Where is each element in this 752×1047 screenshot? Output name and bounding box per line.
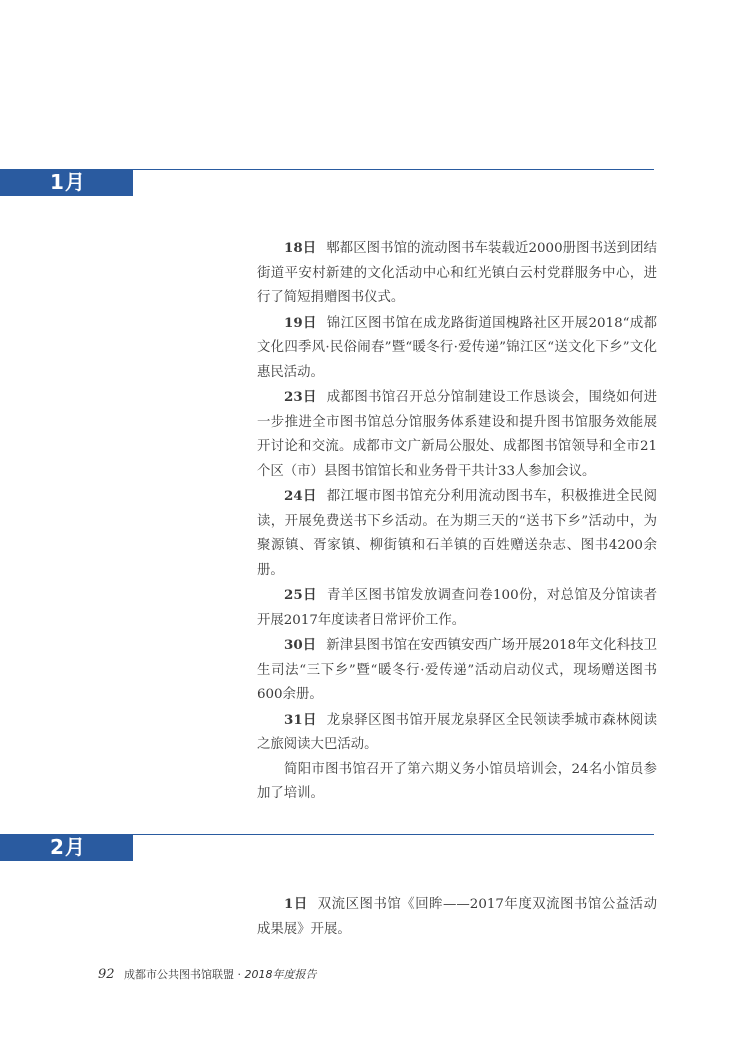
entry-day: 25日 bbox=[284, 587, 317, 603]
entry-30 bbox=[257, 633, 657, 708]
entry-31 bbox=[257, 708, 657, 758]
entry-undated bbox=[257, 758, 657, 807]
entry-text: 简阳市图书馆召开了第六期义务小馆员培训会，24名小馆员参加了培训。 bbox=[257, 761, 657, 801]
entry-day: 23日 bbox=[284, 389, 317, 405]
entry-day: 1日 bbox=[284, 896, 308, 912]
entry-18 bbox=[257, 236, 657, 311]
entry-day: 30日 bbox=[284, 637, 317, 653]
entry-text: 成都图书馆召开总分馆制建设工作恳谈会，围绕如何进一步推进全市图书馆总分馆服务体系建设和提升图书馆服务效能展开讨论和交流。成都市文广新局公服处、成都图书馆领导和全市21个区（市）县图书馆馆长和业务骨干共计33人参加会议。 bbox=[257, 390, 657, 479]
entry-text: 郫都区图书馆的流动图书车装载近2000册图书送到团结街道平安村新建的文化活动中心和红光镇白云村党群服务中心，进行了简短捐赠图书仪式。 bbox=[257, 241, 657, 305]
entry-text: 青羊区图书馆发放调查问卷100份，对总馆及分馆读者开展2017年度读者日常评价工作。 bbox=[257, 588, 657, 628]
entry-day: 31日 bbox=[284, 711, 317, 728]
entry-24 bbox=[257, 484, 657, 583]
footer-subtitle: 2018年度报告 bbox=[244, 968, 317, 981]
footer-title: 成都市公共图书馆联盟 bbox=[124, 968, 235, 981]
entry-text: 龙泉驿区图书馆开展龙泉驿区全民领读季城市森林阅读之旅阅读大巴活动。 bbox=[257, 712, 657, 752]
entry-1 bbox=[257, 892, 657, 942]
month-header-february bbox=[0, 834, 752, 864]
entry-day: 19日 bbox=[284, 314, 317, 331]
entry-19 bbox=[257, 311, 657, 386]
entry-25 bbox=[257, 583, 657, 633]
january-entries bbox=[257, 236, 657, 807]
header-rule bbox=[133, 169, 654, 170]
february-entries bbox=[257, 892, 657, 942]
entry-day: 18日 bbox=[284, 240, 317, 256]
entry-text: 新津县图书馆在安西镇安西广场开展2018年文化科技卫生司法“三下乡”暨“暖冬行·爱传递”活动启动仪式，现场赠送图书600余册。 bbox=[257, 638, 657, 702]
month-label: 1月 bbox=[0, 169, 133, 196]
entry-text: 双流区图书馆《回眸——2017年度双流图书馆公益活动成果展》开展。 bbox=[257, 897, 657, 937]
entry-text: 都江堰市图书馆充分利用流动图书车，积极推进全民阅读，开展免费送书下乡活动。在为期三天的“送书下乡”活动中，为聚源镇、胥家镇、柳街镇和石羊镇的百姓赠送杂志、图书4200余册。 bbox=[257, 489, 657, 578]
entry-23 bbox=[257, 385, 657, 484]
header-rule bbox=[133, 834, 654, 835]
entry-text: 锦江区图书馆在成龙路街道国槐路社区开展2018“成都文化四季风·民俗闹春”暨“暖冬行·爱传递”锦江区“送文化下乡”文化惠民活动。 bbox=[257, 315, 657, 380]
page-number: 92 bbox=[98, 967, 115, 982]
entry-day: 24日 bbox=[284, 488, 317, 504]
footer-separator: · bbox=[237, 968, 242, 981]
month-label: 2月 bbox=[0, 834, 133, 861]
month-header-january bbox=[0, 169, 752, 199]
page-footer bbox=[98, 966, 317, 982]
